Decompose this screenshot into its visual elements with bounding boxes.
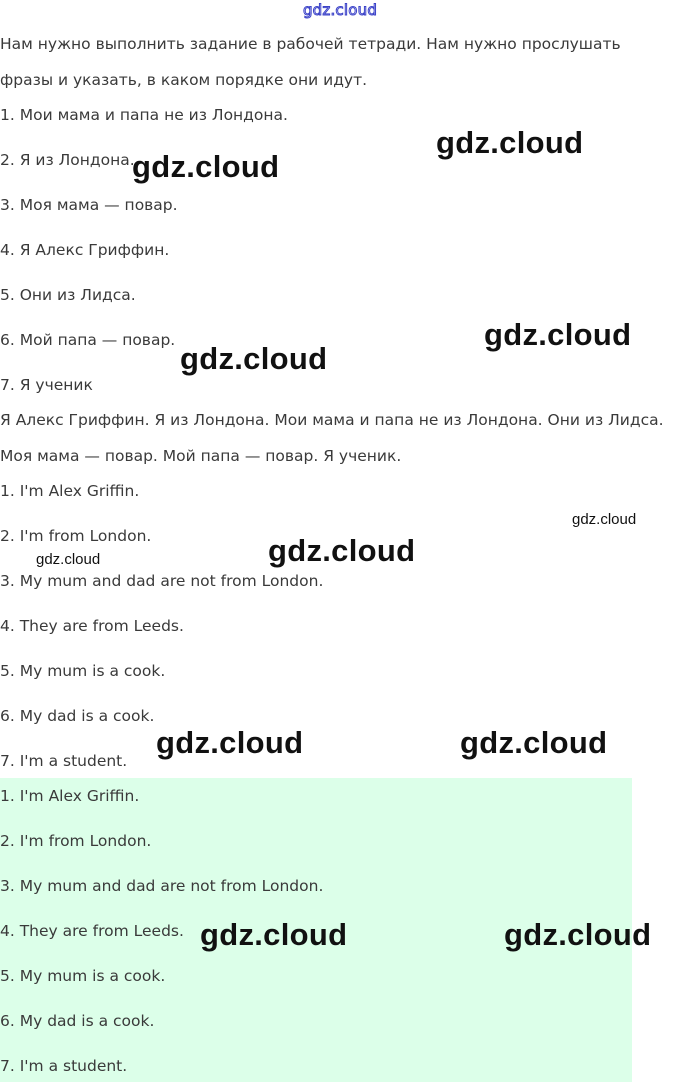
english-list-item-3: 3. My mum and dad are not from London. — [0, 572, 324, 590]
russian-list-item-3: 3. Моя мама — повар. — [0, 196, 178, 214]
english-list-item-6: 6. My dad is a cook. — [0, 707, 155, 725]
answer-list-item-3: 3. My mum and dad are not from London. — [0, 877, 324, 895]
intro-line-2: фразы и указать, в каком порядке они идут. — [0, 71, 368, 89]
watermark: gdz.cloud — [180, 341, 328, 376]
english-list-item-2: 2. I'm from London. — [0, 527, 152, 545]
russian-text-line-1: Я Алекс Гриффин. Я из Лондона. Мои мама и папа не из Лондона. Они из Лидса. — [0, 411, 664, 429]
english-list-item-7: 7. I'm a student. — [0, 752, 128, 770]
answer-list-item-5: 5. My mum is a cook. — [0, 967, 166, 985]
answer-list-item-4: 4. They are from Leeds. — [0, 922, 184, 940]
russian-list-item-6: 6. Мой папа — повар. — [0, 331, 176, 349]
answer-list-item-2: 2. I'm from London. — [0, 832, 152, 850]
top-watermark: gdz.cloud — [302, 1, 378, 19]
watermark: gdz.cloud — [436, 125, 584, 160]
english-list-item-5: 5. My mum is a cook. — [0, 662, 166, 680]
watermark: gdz.cloud — [200, 917, 348, 952]
answer-list-item-1: 1. I'm Alex Griffin. — [0, 787, 140, 805]
russian-list-item-4: 4. Я Алекс Гриффин. — [0, 241, 170, 259]
english-list-item-1: 1. I'm Alex Griffin. — [0, 482, 140, 500]
answer-list-item-6: 6. My dad is a cook. — [0, 1012, 155, 1030]
watermark: gdz.cloud — [156, 725, 304, 760]
russian-text-line-2: Моя мама — повар. Мой папа — повар. Я ученик. — [0, 447, 402, 465]
watermark: gdz.cloud — [572, 511, 637, 528]
russian-list-item-5: 5. Они из Лидса. — [0, 286, 136, 304]
answer-list-item-7: 7. I'm a student. — [0, 1057, 128, 1075]
watermark: gdz.cloud — [484, 317, 632, 352]
watermark: gdz.cloud — [36, 551, 101, 568]
russian-list-item-1: 1. Мои мама и папа не из Лондона. — [0, 106, 288, 124]
russian-list-item-2: 2. Я из Лондона. — [0, 151, 135, 169]
watermark: gdz.cloud — [504, 917, 652, 952]
english-list-item-4: 4. They are from Leeds. — [0, 617, 184, 635]
russian-list-item-7: 7. Я ученик — [0, 376, 93, 394]
watermark: gdz.cloud — [268, 533, 416, 568]
watermark: gdz.cloud — [460, 725, 608, 760]
intro-line-1: Нам нужно выполнить задание в рабочей тетради. Нам нужно прослушать — [0, 35, 621, 53]
watermark: gdz.cloud — [132, 149, 280, 184]
